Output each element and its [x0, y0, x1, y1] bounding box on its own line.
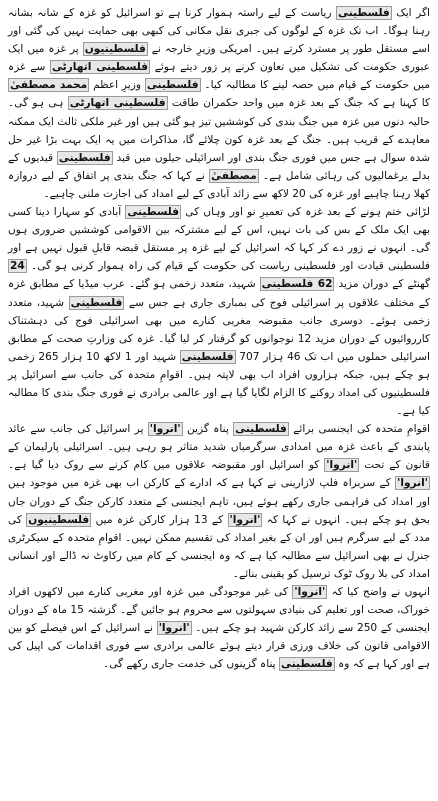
text-segment: شہید اور 1 لاکھ 10 ہزار 265 زخمی ہو چکے ہیں، جبکہ ہزاروں افراد اب بھی لاپتہ ہیں۔ اقوامِ متحدہ کی جانب سے اسرائیل پر فلسطینیوں کی امداد روکنے کا الزام لگایا گیا ہے اور عالمی برادری نے فوری جنگ بندی کا مطالبہ کیا ہے۔ — [8, 350, 430, 418]
highlighted-term: فلسطینیوں — [84, 43, 146, 56]
highlighted-term: فلسطینی — [281, 658, 333, 671]
highlighted-term: فلسطینی — [70, 296, 123, 309]
text-segment: شہید، متعدد زخمی ہو گئے۔ عرب میڈیا کے مطابق غزہ کے مختلف علاقوں پر اسرائیلی فوج کی بمباری جاری ہے جس سے — [8, 278, 430, 309]
highlighted-term: فلسطینی — [181, 350, 234, 363]
highlighted-term: مصطفیٰ — [211, 169, 257, 182]
text-segment: پناہ گزینوں کی خدمت جاری رکھے گی۔ — [102, 658, 279, 671]
highlighted-term: محمد مصطفیٰ — [10, 79, 88, 92]
highlighted-term: 'انروا' — [229, 513, 261, 526]
text-segment: سے غزہ میں حکومت کے قیام میں حصہ لینے کا مطالبہ کیا۔ — [8, 61, 431, 92]
highlighted-term: 'انروا' — [397, 477, 428, 490]
text-segment: ہی ہو گی۔ حالیہ دنوں میں غزہ میں جنگ بندی کی کوششیں تیز ہو گئی ہیں اور غیر ملکی ثالث ایک ممکنہ معاہدے کے قریب ہیں۔ جنگ کے بعد غزہ کون چلائے گا، مذاکرات میں یہ ایک بہت بڑا غیر حل شدہ سوال ہے جس میں فوری جنگ بندی اور اسرائیلی جیلوں میں قید — [8, 97, 430, 164]
article-paragraph — [8, 583, 430, 673]
article-paragraph — [8, 420, 430, 583]
text-segment: پناہ گزین — [182, 423, 234, 436]
highlighted-term: فلسطینی اتھارٹی — [69, 97, 166, 110]
text-segment: کے 13 ہزار کارکن غزہ میں — [91, 513, 228, 526]
text-segment: کو اسرائیل اور مقبوضہ علاقوں میں کام کرنے سے روک دیا گیا ہے۔ — [8, 459, 325, 472]
highlighted-term: 24 — [10, 260, 25, 273]
text-segment: کی مدد کے لیے سرگرم ہیں اور ان کے بغیر امداد کی تقسیم ممکن نہیں۔ اقوامِ متحدہ کے سیکرٹری جنرل نے بھی اسرائیل سے مطالبہ کیا ہے کہ وہ ایجنسی کے کام میں رکاوٹ نہ ڈالے اور انسانی امداد کی بلا روک ٹوک ترسیل کو یقینی بنائے۔ — [8, 513, 430, 580]
highlighted-term: 62 فلسطینی — [261, 278, 333, 291]
highlighted-term: فلسطینی اتھارٹی — [51, 61, 149, 74]
text-segment: پر غزہ میں ایک عبوری حکومت کی تشکیل میں تعاون کرنے پر زور دیتے ہوئے — [8, 43, 430, 74]
text-segment: وزیرِ اعظم — [89, 79, 145, 92]
text-segment: انہوں نے واضح کیا کہ — [327, 586, 430, 598]
highlighted-term: فلسطینی — [146, 79, 199, 92]
text-segment: پر اسرائیل کی جانب سے عائد پابندی کے باعث غزہ میں امدادی سرگرمیاں شدید متاثر ہو رہی ہیں۔ اسرائیلی پارلیمان کے قانون کے تحت — [8, 423, 430, 472]
highlighted-term: فلسطینی — [127, 206, 180, 219]
highlighted-term: فلسطینی — [235, 423, 287, 436]
highlighted-term: 'انروا' — [149, 423, 181, 436]
highlighted-term: فلسطینی — [58, 151, 111, 164]
text-segment: آبادی کو سہارا دینا کسی بھی ایک ملک کے بس کی بات نہیں، اس کے لیے مشترکہ بین الاقوامی کوششیں ضروری ہوں گی۔ انہوں نے زور دے کر کہا کہ اسرائیل کے لیے غزہ پر مستقل قبضہ قابلِ قبول نہیں ہے اور فلسطینی قیادت اور فلسطینی ریاست کی حکومت کے قیام کی راہ ہموار کرنی ہو گی۔ — [8, 206, 430, 273]
text-segment: نے کہا کہ جنگ بندی پر اتفاق کے لیے دروازہ کھلا رہنا چاہیے اور غزہ کی 20 لاکھ سے زائد آبادی کے لیے امداد کی اجازت ملنی چاہیے۔ — [8, 169, 430, 200]
text-segment: لڑائی ختم ہونے کے بعد غزہ کی تعمیرِ نو اور وہاں کی — [181, 206, 430, 219]
highlighted-term: فلسطینیوں — [28, 513, 90, 526]
highlighted-term: فلسطینی — [338, 7, 390, 19]
text-segment: اگر ایک — [391, 7, 430, 19]
text-segment: کا کہنا ہے کہ جنگ کے بعد غزہ میں واحد حکمران طاقت — [167, 97, 430, 110]
text-segment: ریاست کے لیے راستہ ہموار کرنا ہے تو اسرائیل کو غزہ کے شانہ بشانہ رہنا ہوگا۔ اب تک غزہ کے لوگوں کی جبری نقل مکانی کی کبھی بھی حمایت نہیں کی گئی اور اسے مستقل طور پر مسترد کرتے ہیں۔ امریکی وزیرِ خارجہ نے — [8, 7, 430, 56]
text-segment: شہید، متعدد زخمی ہوئے۔ دوسری جانب مقبوضہ مغربی کنارے میں بھی اسرائیلی فوج کی دہشتناک کارروائیوں کے دوران مزید 12 نوجوانوں کو گرفتار کر لیا گیا۔ غزہ کی وزارتِ صحت کے مطابق اسرائیلی حملوں میں اب تک 46 ہزار 707 — [8, 296, 430, 363]
text-segment: قیدیوں کے بدلے یرغمالیوں کی رہائی شامل ہے۔ — [8, 151, 431, 182]
text-segment: نے اسرائیل کے اس فیصلے کو بین الاقوامی قانون کی خلاف ورزی قرار دیتے ہوئے عالمی برادری سے فوری اقدامات کی اپیل کی ہے اور کہا ہے کہ وہ — [8, 622, 430, 671]
text-segment: گھنٹے کے دوران مزید — [334, 278, 431, 291]
article-paragraph — [8, 4, 430, 203]
article-paragraph — [8, 203, 430, 420]
text-segment: کے سربراہ فلپ لازارینی نے کہا ہے کہ ادارے کے کارکن اب بھی غزہ میں موجود ہیں اور امداد کی فراہمی جاری رکھے ہوئے ہیں، تاہم ایجنسی کے متعدد کارکن جنگ کے دوران جاں بحق ہو چکے ہیں۔ انہوں نے کہا کہ — [8, 477, 430, 526]
text-segment: اقوامِ متحدہ کی ایجنسی برائے — [288, 423, 430, 436]
highlighted-term: 'انروا' — [158, 622, 190, 635]
text-segment: کی غیر موجودگی میں غزہ اور مغربی کنارے میں لاکھوں افراد خوراک، صحت اور تعلیم کی بنیادی سہولتوں سے محروم ہو جائیں گے۔ گزشتہ 15 ماہ کے دوران ایجنسی کے 250 سے زائد کارکن شہید ہو چکے ہیں۔ — [8, 586, 431, 635]
highlighted-term: 'انروا' — [294, 586, 326, 598]
highlighted-term: 'انروا' — [326, 459, 358, 472]
